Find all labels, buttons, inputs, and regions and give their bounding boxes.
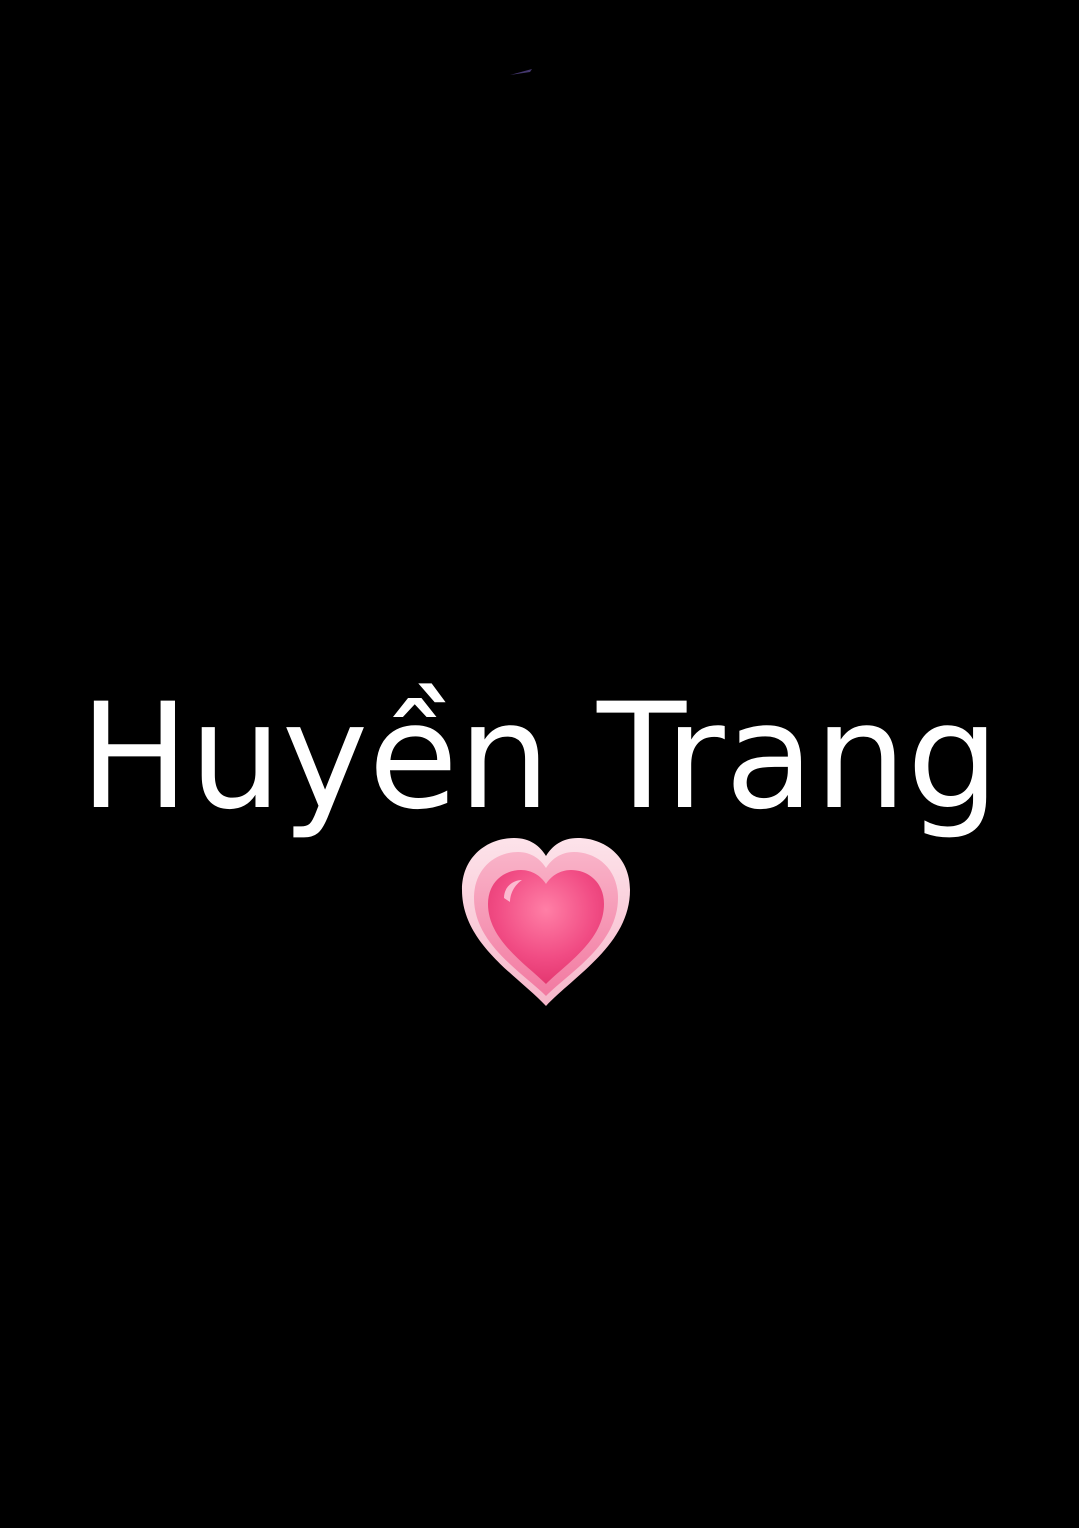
growing-heart-icon: [458, 836, 634, 1008]
name-caption: Huyền Trang: [79, 672, 1000, 842]
top-mark-streak: [508, 66, 534, 78]
